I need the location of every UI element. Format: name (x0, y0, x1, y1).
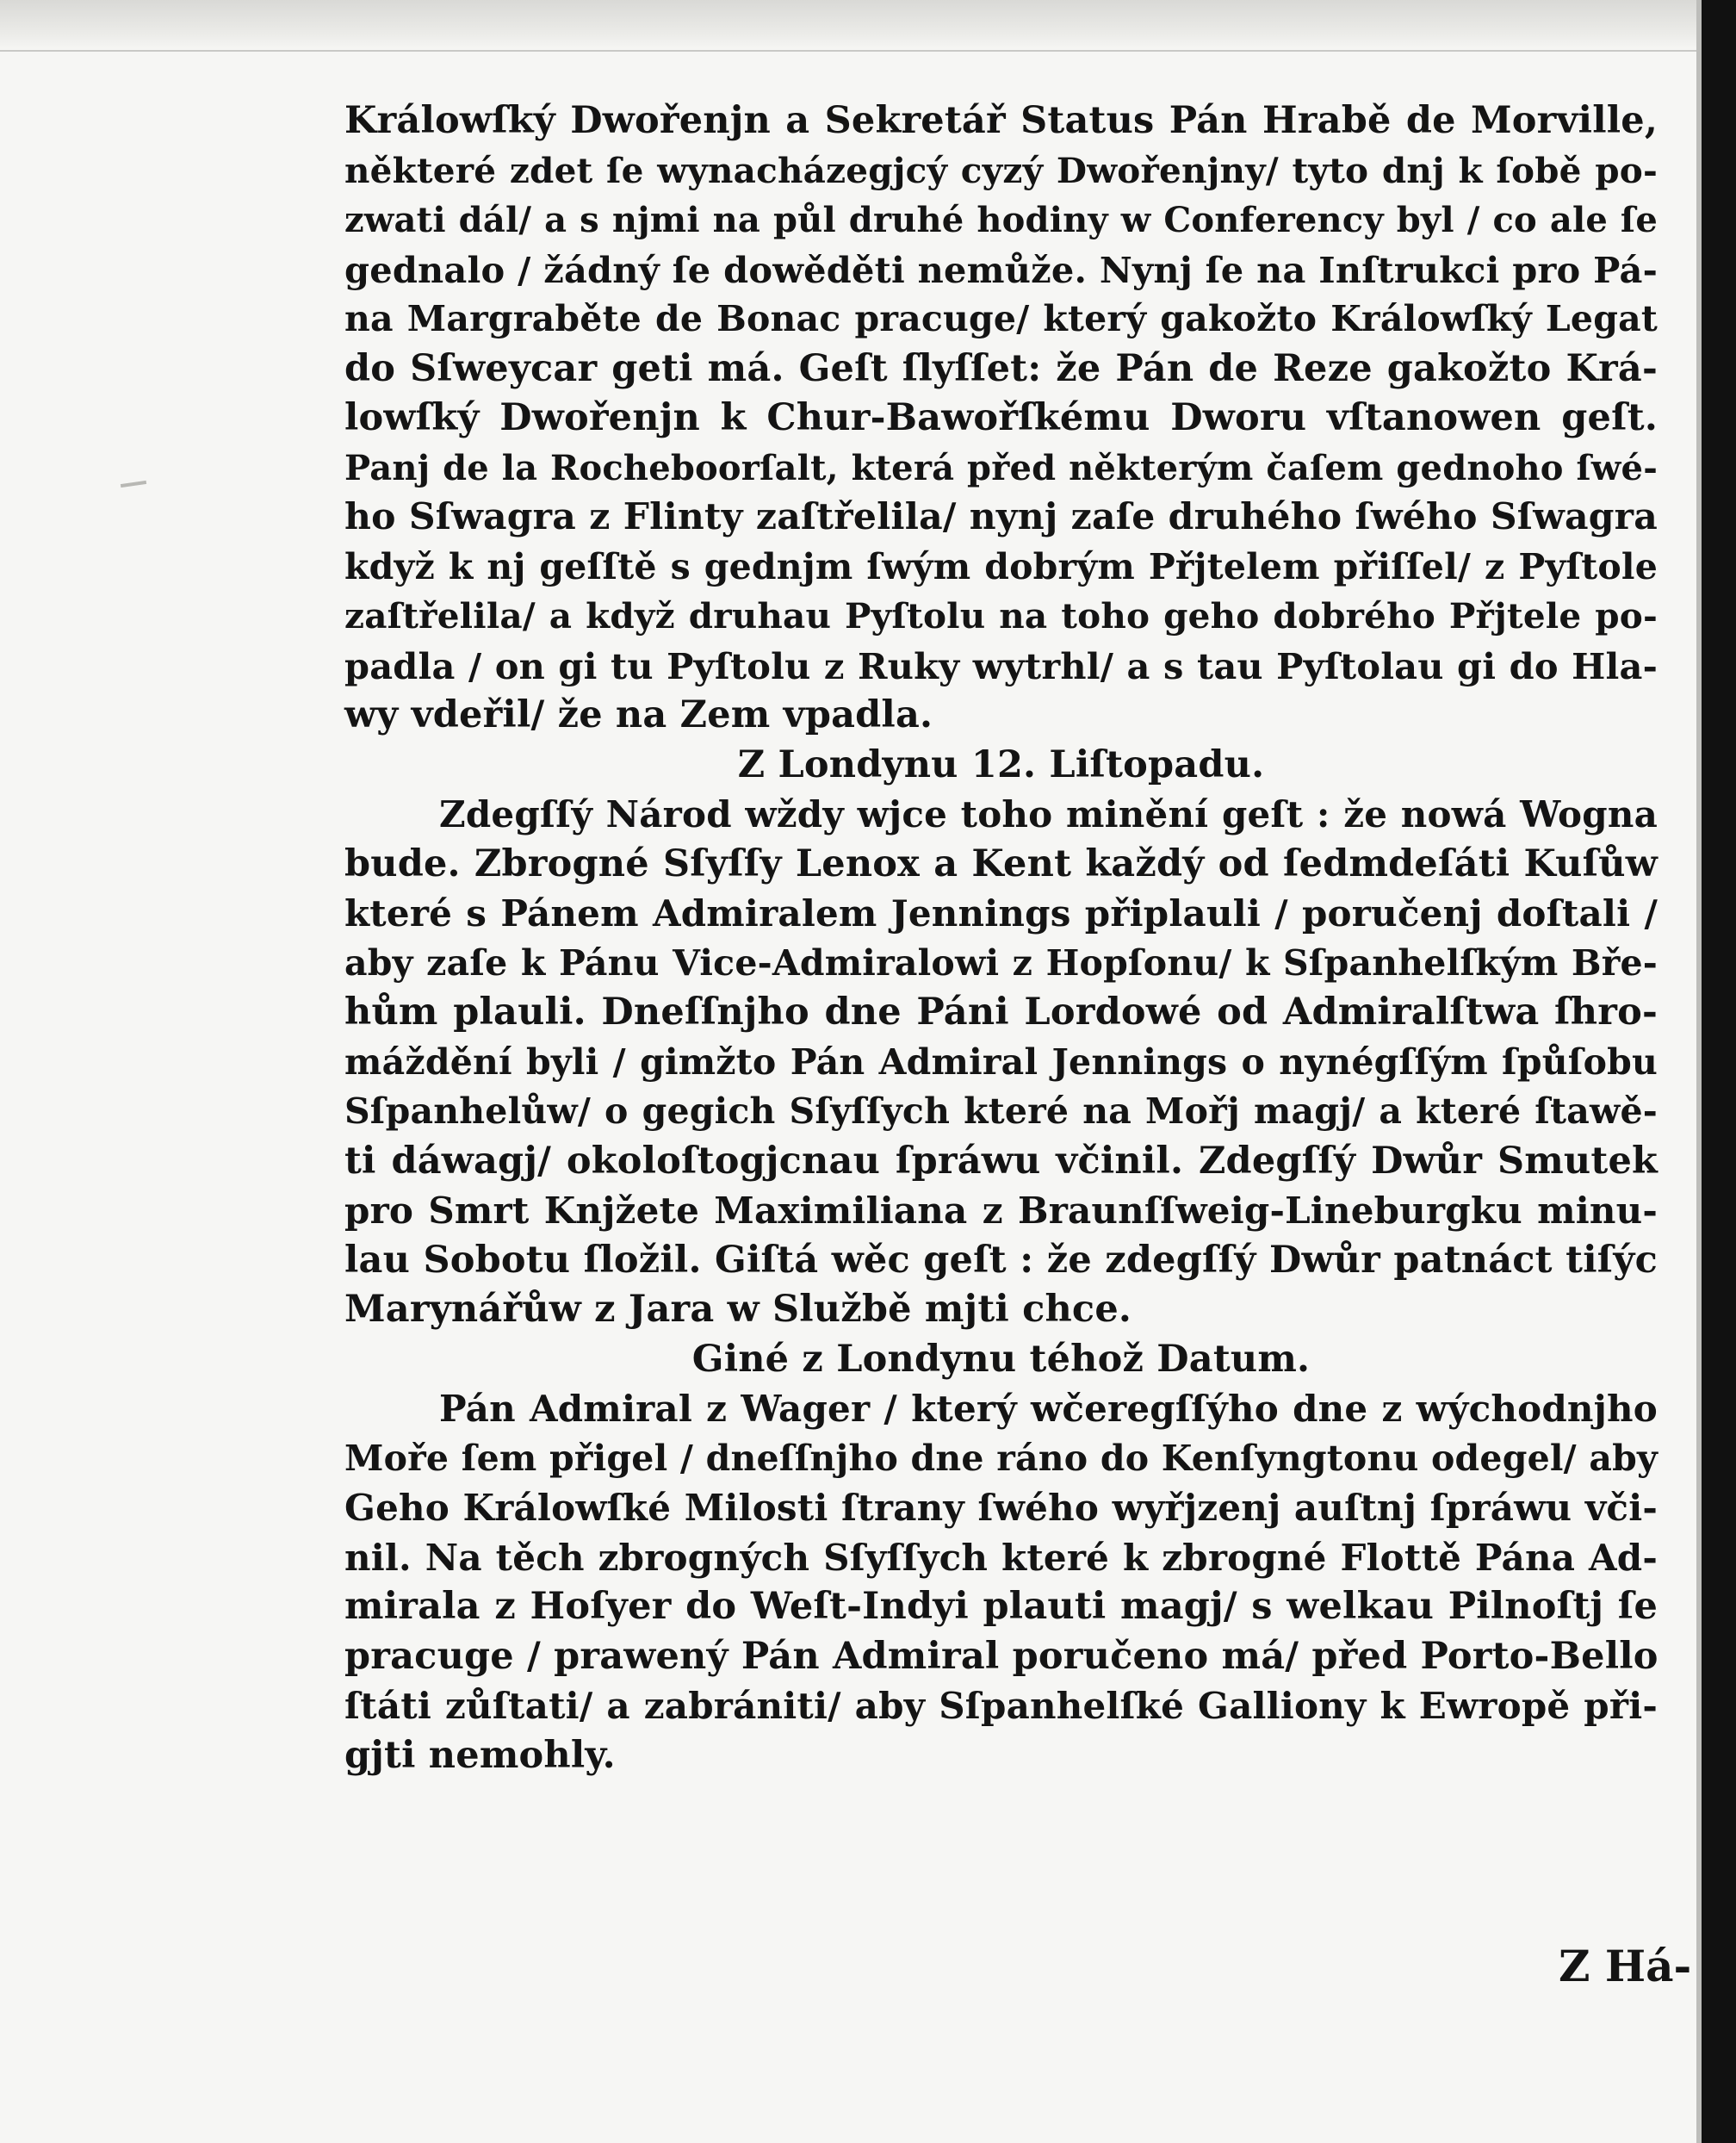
text-line: nil. Na těch zbrogných Sſyſſych které k zbrogné Flottě Pána Ad- (344, 1536, 1658, 1579)
text-line: Pán Admiral z Wager / který wčeregſſýho dne z wýchodnjho (439, 1388, 1658, 1430)
section-heading: Giné z Londynu téhož Datum. (691, 1337, 1311, 1381)
text-line: ti dáwagj/ okoloſtogjcnau ſpráwu včinil. Zdegſſý Dwůr Smutek (344, 1139, 1658, 1183)
text-line: Moře ſem přigel / dneſſnjho dne ráno do Kenſyngtonu odegel/ aby (344, 1437, 1658, 1479)
text-line: Sſpanhelůw/ o gegich Sſyſſych které na Mořj magj/ a které ſtawě- (344, 1090, 1658, 1132)
text-line: mirala z Hoſyer do Weſt-Indyi plauti magj/ s welkau Pilnoſtj ſe (344, 1585, 1658, 1628)
text-line: Zdegſſý Národ wždy wjce toho minění geſt : že nowá Wogna (439, 793, 1658, 835)
text-line: wy vdeřil/ že na Zem vpadla. (344, 693, 933, 736)
text-line: lowſký Dwořenjn k Chur-Bawořſkému Dworu vſtanowen geſt. (344, 396, 1658, 439)
text-line: do Sſweycar geti má. Geſt ſlyſſet: že Pán de Reze gakožto Krá- (344, 346, 1658, 390)
text-line: ſtáti zůſtati/ a zabrániti/ aby Sſpanhelſké Galliony k Ewropě při- (344, 1685, 1658, 1727)
text-line: zwati dál/ a s njmi na půl druhé hodiny w Conferency byl / co ale ſe (344, 200, 1658, 240)
catchword: Z Há- (1559, 1941, 1692, 1991)
text-line: Králowſký Dwořenjn a Sekretář Status Pán Hrabě de Morville, (344, 99, 1658, 142)
text-line: gjti nemohly. (344, 1733, 616, 1777)
text-line: ho Sſwagra z Flinty zaſtřelila/ nynj zaſe druhého ſwého Sſwagra (344, 495, 1658, 538)
text-line: pracuge / prawený Pán Admiral poručeno má/ před Porto-Bello (344, 1634, 1658, 1678)
margin-mark (121, 481, 146, 488)
text-line: zaſtřelila/ a když druhau Pyſtolu na toho geho dobrého Přjtele po- (344, 595, 1658, 637)
text-line: hům plauli. Dneſſnjho dne Páni Lordowé od Admiralſtwa ſhro- (344, 991, 1658, 1034)
text-line: padla / on gi tu Pyſtolu z Ruky wytrhl/ a s tau Pyſtolau gi do Hla- (344, 644, 1658, 687)
text-line: na Margraběte de Bonac pracuge/ který gakožto Králowſký Legat (344, 298, 1658, 339)
text-line: gednalo / žádný ſe dowěděti nemůže. Nynj ſe na Inſtrukci pro Pá- (344, 248, 1658, 291)
text-line: Geho Králowſké Milosti ſtrany ſwého wyřjzenj auſtnj ſpráwu vči- (344, 1487, 1658, 1529)
text-line: bude. Zbrogné Sſyſſy Lenox a Kent každý od ſedmdeſáti Kuſůw (344, 842, 1658, 885)
text-line: Marynářůw z Jara w Službě mjti chce. (344, 1288, 1132, 1331)
text-line: některé zdet ſe wynacházegjcý cyzý Dwořenjny/ tyto dnj k ſobě po- (344, 149, 1658, 191)
text-block (344, 96, 1658, 1780)
text-line: lau Sobotu ſložil. Giſtá wěc geſt : že zdegſſý Dwůr patnáct tiſýc (344, 1238, 1658, 1282)
section-heading: Z Londynu 12. Liſtopadu. (737, 742, 1265, 786)
text-line: aby zaſe k Pánu Vice-Admiralowi z Hopſonu/ k Sſpanhelſkým Bře- (344, 941, 1658, 984)
text-line: máždění byli / gimžto Pán Admiral Jennings o nynégſſým ſpůſobu (344, 1040, 1658, 1083)
paragraph-2 (344, 790, 1658, 1335)
page-top-edge (0, 0, 1701, 52)
paragraph-3 (344, 1384, 1658, 1780)
text-line: které s Pánem Admiralem Jennings připlauli / poručenj doſtali / (344, 892, 1658, 935)
text-line: pro Smrt Knjžete Maximiliana z Braunſſweig-Lineburgku minu- (344, 1190, 1658, 1232)
text-line: Panj de la Rocheboorſalt, která před některým čaſem gednoho ſwé- (344, 447, 1658, 488)
scan-right-border (1702, 0, 1736, 2143)
text-line: když k nj geſſtě s gednjm ſwým dobrým Přjtelem přiſſel/ z Pyſtole (344, 545, 1658, 587)
paragraph-1 (344, 96, 1658, 741)
